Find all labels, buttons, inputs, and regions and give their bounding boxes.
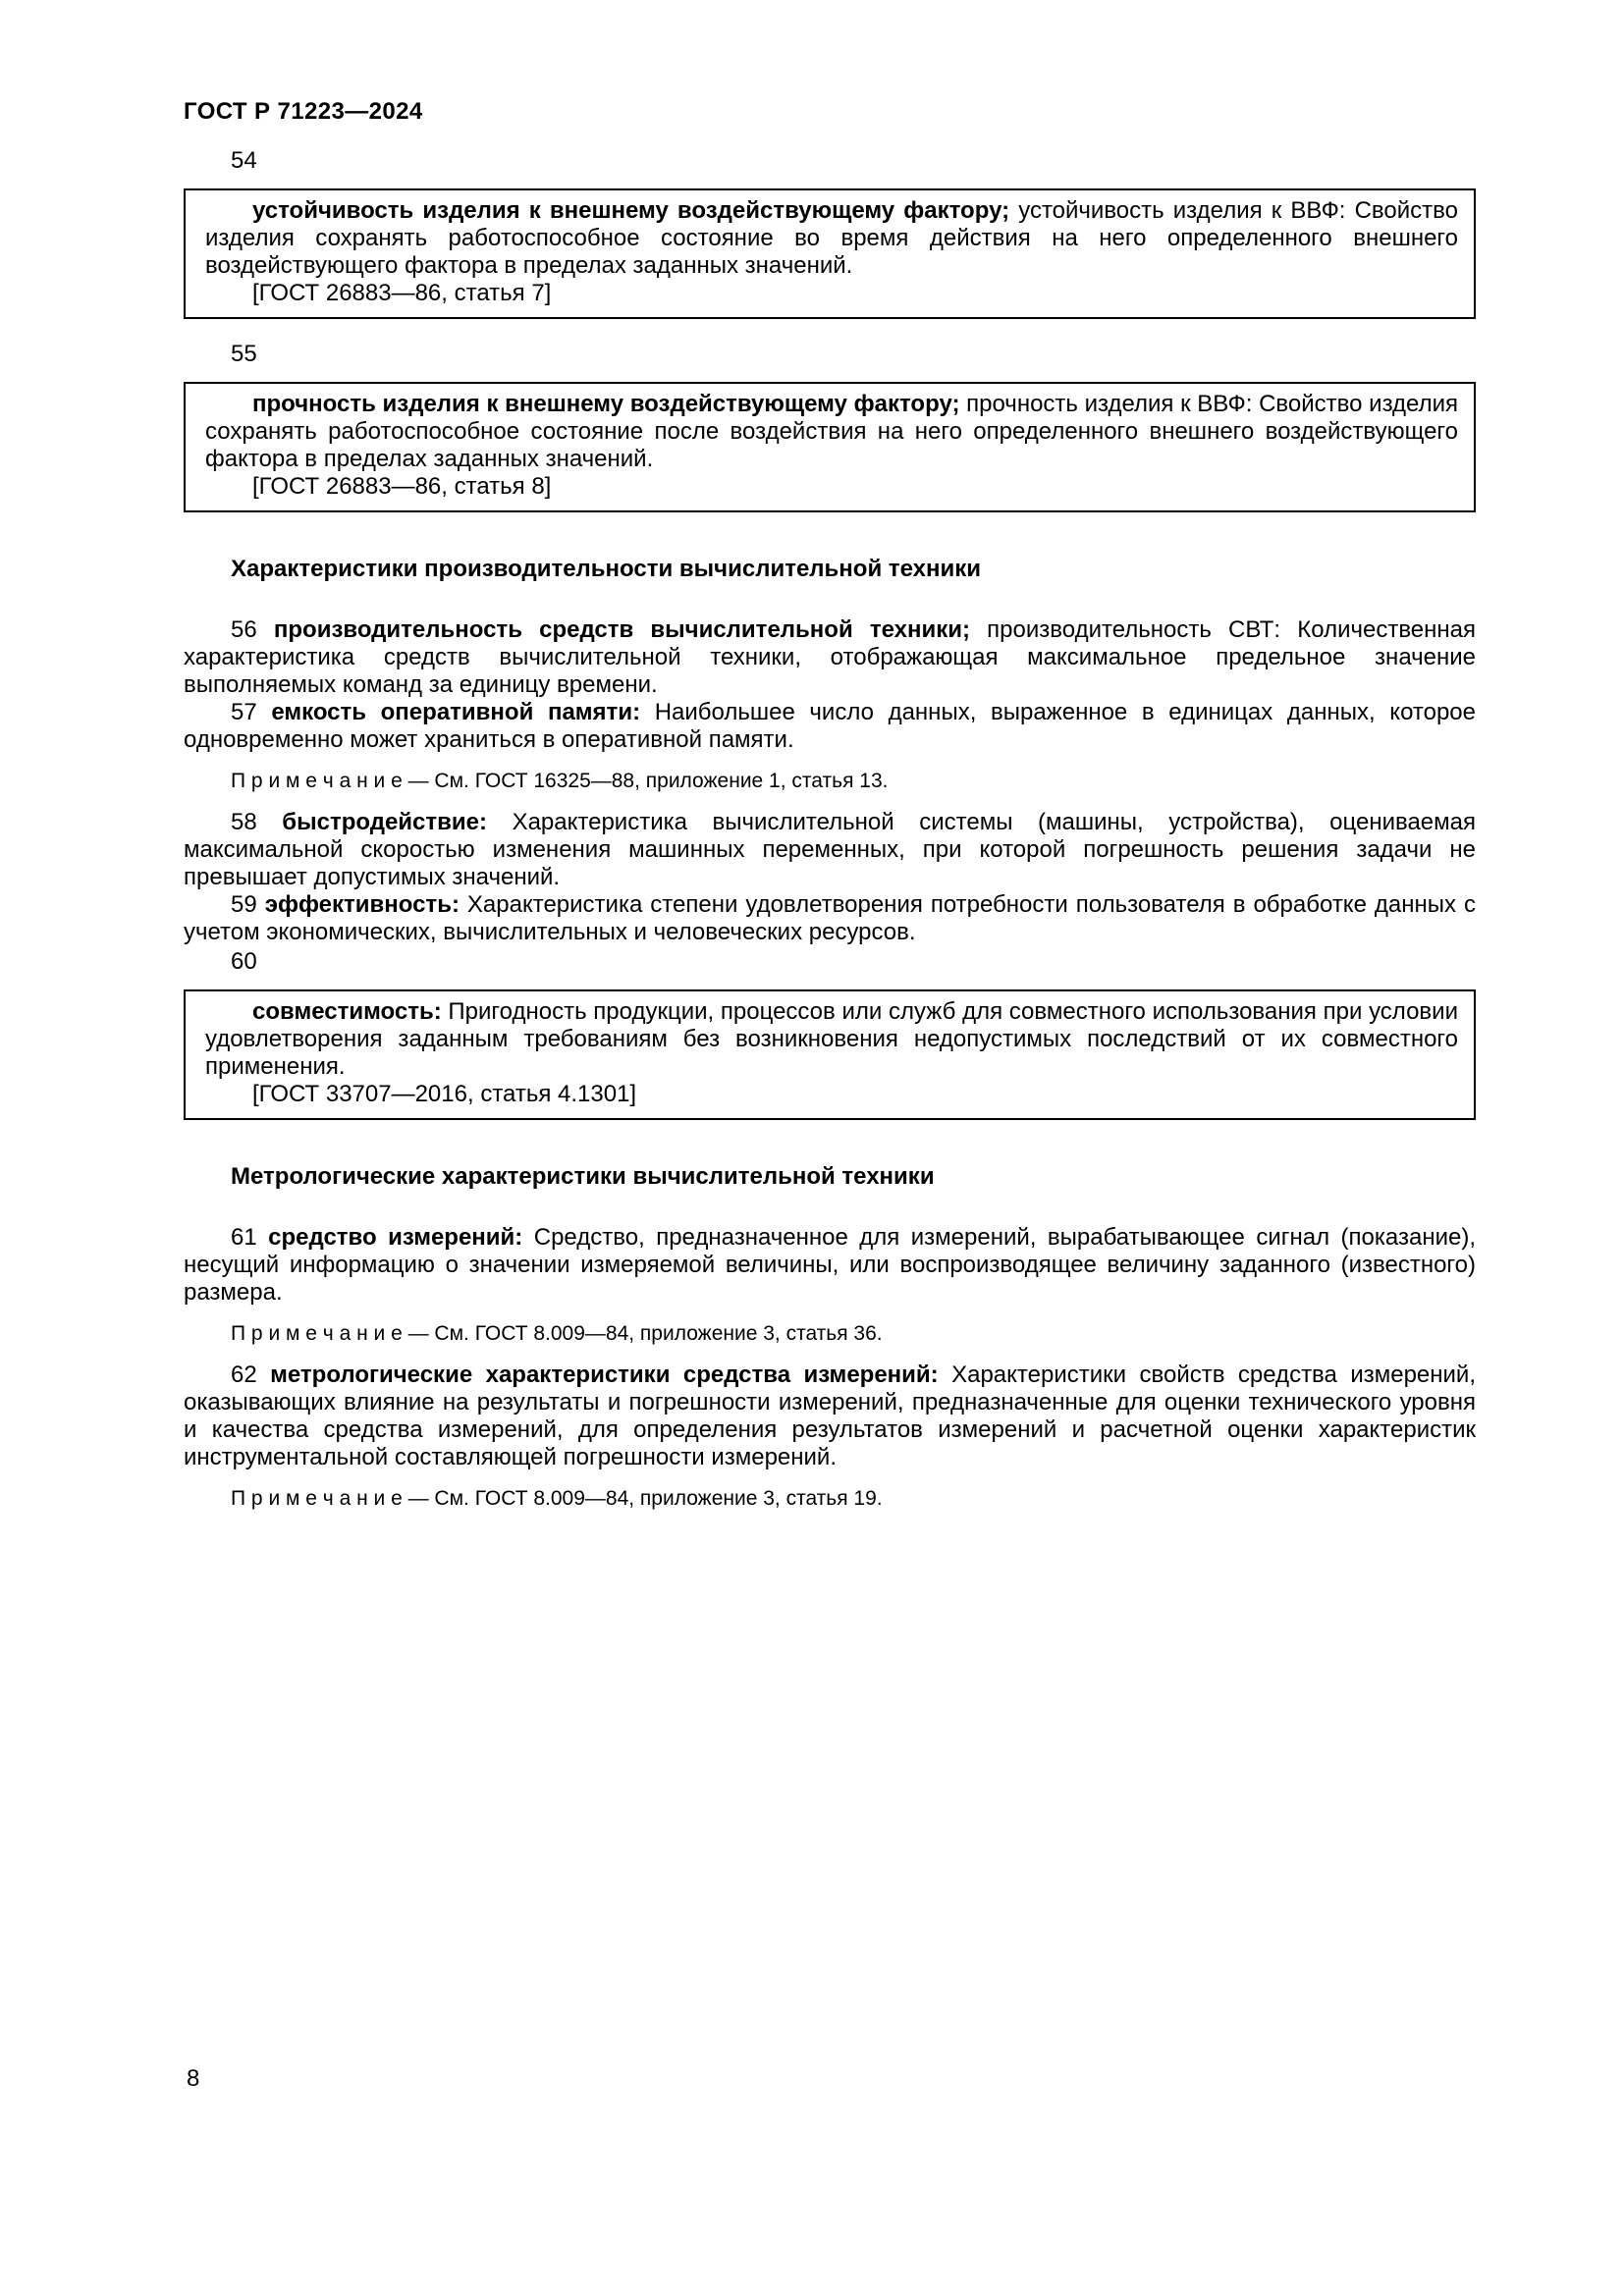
entry-number-57: 57 [231,699,257,725]
term-entry-57 [184,699,1476,754]
section-heading-performance: Характеристики производительности вычислительной техники [231,556,982,582]
definition-text-62: Характеристики свойств средства измерений, оказывающих влияние на результаты и погрешности измерений, предназначенные для оценки технического уровня и качества средства измерений, для определения результатов измерений и расчетной оценки характеристик инструментальной составляющей погрешности измерений. [184,1362,1477,1470]
term-57: емкость оперативной памяти: [271,699,641,725]
definition-text-56: производительность СВТ: Количественная характеристика средств вычислительной техники, отображающая максимальное предельное значение выполняемых команд за единицу времени. [184,616,1477,698]
term-58: быстродействие: [282,809,487,835]
term-54: устойчивость изделия к внешнему воздействующему фактору; [252,197,1010,224]
term-60: совместимость: [252,998,442,1025]
entry-number-62: 62 [231,1362,257,1388]
definition-text-60: Пригодность продукции, процессов или служб для совместного использования при условии удовлетворения заданным требованиям без возникновения недопустимых последствий от их совместного применения. [205,998,1458,1080]
definition-paragraph-54 [205,197,1458,280]
entry-number-60: 60 [231,948,257,975]
term-entry-56 [184,616,1476,699]
term-entry-59 [184,891,1476,946]
note-62: П р и м е ч а н и е — См. ГОСТ 8.009—84, приложение 3, статья 19. [231,1487,883,1510]
definition-box-60 [184,989,1476,1120]
note-57: П р и м е ч а н и е — См. ГОСТ 16325—88, приложение 1, статья 13. [231,770,889,792]
note-61: П р и м е ч а н и е — См. ГОСТ 8.009—84, приложение 3, статья 36. [231,1322,883,1345]
doc-code: ГОСТ Р 71223—2024 [184,98,423,125]
term-56: производительность средств вычислительной техники; [273,616,971,643]
source-ref-54: [ГОСТ 26883—86, статья 7] [252,280,552,306]
definition-text-58: Характеристика вычислительной системы (машины, устройства), оцениваемая максимальной скоростью изменения машинных переменных, при которой погрешность решения задачи не превышает допустимых значений. [184,809,1477,890]
definition-text-55: прочность изделия к ВВФ: Свойство изделия сохранять работоспособное состояние после воздействия на него определенного внешнего воздействующего фактора в пределах заданных значений. [205,391,1459,472]
entry-number-56: 56 [231,616,257,643]
entry-number-58: 58 [231,809,257,835]
page-number: 8 [187,2065,200,2092]
source-ref-55: [ГОСТ 26883—86, статья 8] [252,473,552,500]
section-heading-metrology: Метрологические характеристики вычислительной техники [231,1163,935,1190]
definition-text-57: Наибольшее число данных, выраженное в единицах данных, которое одновременно может храниться в оперативной памяти. [184,699,1476,753]
entry-number-61: 61 [231,1224,257,1251]
term-62: метрологические характеристики средства измерений: [270,1362,939,1388]
document-page [184,0,1476,1526]
definition-paragraph-55 [205,391,1458,473]
term-entry-58 [184,809,1476,891]
term-59: эффективность: [264,891,460,918]
definition-text-61: Средство, предназначенное для измерений, вырабатывающее сигнал (показание), несущий информацию о значении измеряемой величины, или воспроизводящее величину заданного (известного) размера. [184,1224,1476,1306]
entry-number-54: 54 [231,147,257,174]
definition-box-54 [184,188,1476,319]
term-55: прочность изделия к внешнему воздействующему фактору; [252,391,960,417]
definition-paragraph-60 [205,998,1458,1081]
definition-box-55 [184,382,1476,512]
term-entry-62 [184,1362,1476,1471]
source-ref-60: [ГОСТ 33707—2016, статья 4.1301] [252,1081,637,1107]
definition-text-59: Характеристика степени удовлетворения потребности пользователя в обработке данных с учетом экономических, вычислительных и человеческих ресурсов. [184,891,1476,945]
term-entry-61 [184,1224,1476,1307]
term-61: средство измерений: [268,1224,523,1251]
definition-text-54: устойчивость изделия к ВВФ: Свойство изделия сохранять работоспособное состояние во время действия на него определенного внешнего воздействующего фактора в пределах заданных значений. [205,197,1458,279]
entry-number-55: 55 [231,341,257,367]
entry-number-59: 59 [231,891,257,918]
